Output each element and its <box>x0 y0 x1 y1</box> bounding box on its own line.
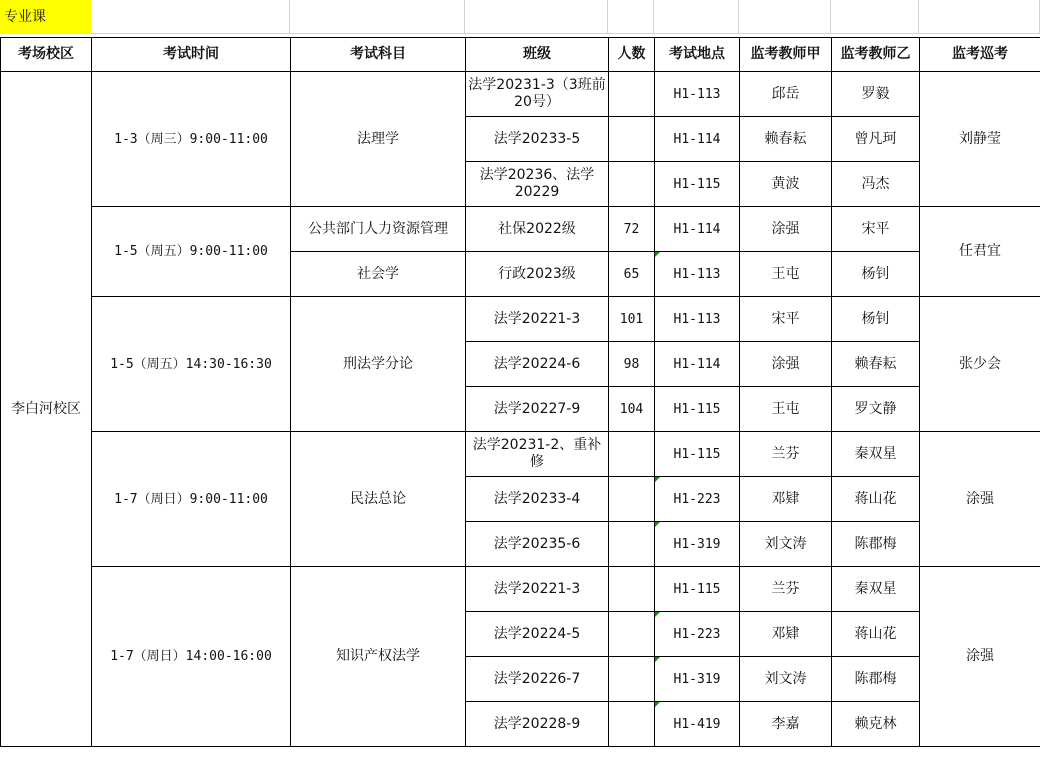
table-row <box>1 297 1040 342</box>
top-row <box>0 0 1040 38</box>
subject-cell[interactable]: 知识产权法学 <box>291 567 466 747</box>
invigilator-b-cell[interactable]: 蒋山花 <box>832 612 920 657</box>
table-row <box>1 72 1040 117</box>
room-cell[interactable]: H1-115 <box>655 567 740 612</box>
room-cell[interactable]: H1-223 <box>655 612 740 657</box>
patrol-cell[interactable]: 张少会 <box>920 297 1040 432</box>
empty-cell[interactable] <box>465 0 608 34</box>
patrol-cell[interactable]: 涂强 <box>920 432 1040 567</box>
count-cell[interactable] <box>609 702 655 747</box>
class-cell[interactable]: 社保2022级 <box>466 207 609 252</box>
room-cell[interactable]: H1-223 <box>655 477 740 522</box>
class-cell[interactable]: 法学20233-5 <box>466 117 609 162</box>
exam-time-cell[interactable]: 1-7（周日）9:00-11:00 <box>92 432 291 567</box>
class-cell[interactable]: 法学20235-6 <box>466 522 609 567</box>
invigilator-a-cell[interactable]: 赖春耘 <box>740 117 832 162</box>
class-cell[interactable]: 法学20231-2、重补修 <box>466 432 609 477</box>
class-cell[interactable]: 法学20236、法学20229 <box>466 162 609 207</box>
invigilator-a-cell[interactable]: 刘文涛 <box>740 522 832 567</box>
patrol-cell[interactable]: 刘静莹 <box>920 72 1040 207</box>
invigilator-b-cell[interactable]: 宋平 <box>832 207 920 252</box>
subject-cell[interactable]: 法理学 <box>291 72 466 207</box>
exam-schedule-table <box>0 37 1040 747</box>
exam-time-cell[interactable]: 1-5（周五）14:30-16:30 <box>92 297 291 432</box>
room-cell[interactable]: H1-115 <box>655 387 740 432</box>
invigilator-b-cell[interactable]: 陈郡梅 <box>832 522 920 567</box>
invigilator-a-cell[interactable]: 兰芬 <box>740 567 832 612</box>
class-cell[interactable]: 法学20221-3 <box>466 297 609 342</box>
header-cell[interactable]: 监考教师乙 <box>832 38 920 72</box>
empty-cell[interactable] <box>739 0 831 34</box>
invigilator-b-cell[interactable]: 杨钊 <box>832 297 920 342</box>
count-cell[interactable]: 72 <box>609 207 655 252</box>
count-cell[interactable] <box>609 522 655 567</box>
invigilator-a-cell[interactable]: 涂强 <box>740 207 832 252</box>
table-row <box>1 432 1040 477</box>
invigilator-a-cell[interactable]: 邱岳 <box>740 72 832 117</box>
class-cell[interactable]: 法学20224-5 <box>466 612 609 657</box>
header-cell[interactable]: 考试地点 <box>655 38 740 72</box>
header-cell[interactable]: 考场校区 <box>1 38 92 72</box>
invigilator-a-cell[interactable]: 兰芬 <box>740 432 832 477</box>
room-cell[interactable]: H1-115 <box>655 162 740 207</box>
invigilator-a-cell[interactable]: 刘文涛 <box>740 657 832 702</box>
exam-time-cell[interactable]: 1-3（周三）9:00-11:00 <box>92 72 291 207</box>
empty-cell[interactable] <box>91 0 290 34</box>
invigilator-a-cell[interactable]: 王屯 <box>740 387 832 432</box>
table-row <box>1 567 1040 612</box>
invigilator-a-cell[interactable]: 邓肄 <box>740 477 832 522</box>
header-cell[interactable]: 监考巡考 <box>920 38 1040 72</box>
count-cell[interactable]: 104 <box>609 387 655 432</box>
header-row <box>1 38 1040 72</box>
room-cell[interactable]: H1-113 <box>655 297 740 342</box>
invigilator-b-cell[interactable]: 罗文静 <box>832 387 920 432</box>
class-cell[interactable]: 法学20228-9 <box>466 702 609 747</box>
room-cell[interactable]: H1-114 <box>655 207 740 252</box>
count-cell[interactable]: 98 <box>609 342 655 387</box>
invigilator-b-cell[interactable]: 杨钊 <box>832 252 920 297</box>
empty-cell[interactable] <box>290 0 465 34</box>
invigilator-a-cell[interactable]: 王屯 <box>740 252 832 297</box>
invigilator-b-cell[interactable]: 曾凡珂 <box>832 117 920 162</box>
invigilator-b-cell[interactable]: 秦双星 <box>832 567 920 612</box>
subject-cell[interactable]: 刑法学分论 <box>291 297 466 432</box>
subject-cell[interactable]: 社会学 <box>291 252 466 297</box>
header-cell[interactable]: 监考教师甲 <box>740 38 832 72</box>
table-row <box>1 207 1040 252</box>
room-cell[interactable]: H1-113 <box>655 72 740 117</box>
empty-cell[interactable] <box>654 0 739 34</box>
class-cell[interactable]: 法学20226-7 <box>466 657 609 702</box>
header-cell[interactable]: 班级 <box>466 38 609 72</box>
count-cell[interactable] <box>609 477 655 522</box>
invigilator-b-cell[interactable]: 赖春耘 <box>832 342 920 387</box>
room-cell[interactable]: H1-319 <box>655 522 740 567</box>
invigilator-a-cell[interactable]: 涂强 <box>740 342 832 387</box>
invigilator-a-cell[interactable]: 邓肄 <box>740 612 832 657</box>
count-cell[interactable]: 101 <box>609 297 655 342</box>
invigilator-a-cell[interactable]: 李嘉 <box>740 702 832 747</box>
class-cell[interactable]: 法学20227-9 <box>466 387 609 432</box>
class-cell[interactable]: 法学20231-3（3班前20号） <box>466 72 609 117</box>
invigilator-b-cell[interactable]: 陈郡梅 <box>832 657 920 702</box>
invigilator-b-cell[interactable]: 赖克林 <box>832 702 920 747</box>
invigilator-b-cell[interactable]: 蒋山花 <box>832 477 920 522</box>
class-cell[interactable]: 法学20233-4 <box>466 477 609 522</box>
room-cell[interactable]: H1-114 <box>655 342 740 387</box>
invigilator-b-cell[interactable]: 冯杰 <box>832 162 920 207</box>
empty-cell[interactable] <box>919 0 1040 34</box>
empty-cell[interactable] <box>831 0 919 34</box>
room-cell[interactable]: H1-114 <box>655 117 740 162</box>
empty-cell[interactable] <box>608 0 654 34</box>
subject-cell[interactable]: 民法总论 <box>291 432 466 567</box>
section-tag[interactable]: 专业课 <box>0 0 91 34</box>
header-cell[interactable]: 考试科目 <box>291 38 466 72</box>
campus-cell[interactable]: 李白河校区 <box>1 72 92 747</box>
count-cell[interactable] <box>609 612 655 657</box>
count-cell[interactable] <box>609 657 655 702</box>
room-cell[interactable]: H1-319 <box>655 657 740 702</box>
header-cell[interactable]: 人数 <box>609 38 655 72</box>
class-cell[interactable]: 行政2023级 <box>466 252 609 297</box>
count-cell[interactable] <box>609 72 655 117</box>
count-cell[interactable] <box>609 432 655 477</box>
class-cell[interactable]: 法学20224-6 <box>466 342 609 387</box>
count-cell[interactable]: 65 <box>609 252 655 297</box>
exam-time-cell[interactable]: 1-5（周五）9:00-11:00 <box>92 207 291 297</box>
patrol-cell[interactable]: 涂强 <box>920 567 1040 747</box>
header-cell[interactable]: 考试时间 <box>92 38 291 72</box>
count-cell[interactable] <box>609 162 655 207</box>
count-cell[interactable] <box>609 567 655 612</box>
room-cell[interactable]: H1-115 <box>655 432 740 477</box>
patrol-cell[interactable]: 任君宜 <box>920 207 1040 297</box>
room-cell[interactable]: H1-419 <box>655 702 740 747</box>
class-cell[interactable]: 法学20221-3 <box>466 567 609 612</box>
invigilator-a-cell[interactable]: 黄波 <box>740 162 832 207</box>
room-cell[interactable]: H1-113 <box>655 252 740 297</box>
subject-cell[interactable]: 公共部门人力资源管理 <box>291 207 466 252</box>
invigilator-a-cell[interactable]: 宋平 <box>740 297 832 342</box>
invigilator-b-cell[interactable]: 秦双星 <box>832 432 920 477</box>
invigilator-b-cell[interactable]: 罗毅 <box>832 72 920 117</box>
count-cell[interactable] <box>609 117 655 162</box>
exam-time-cell[interactable]: 1-7（周日）14:00-16:00 <box>92 567 291 747</box>
